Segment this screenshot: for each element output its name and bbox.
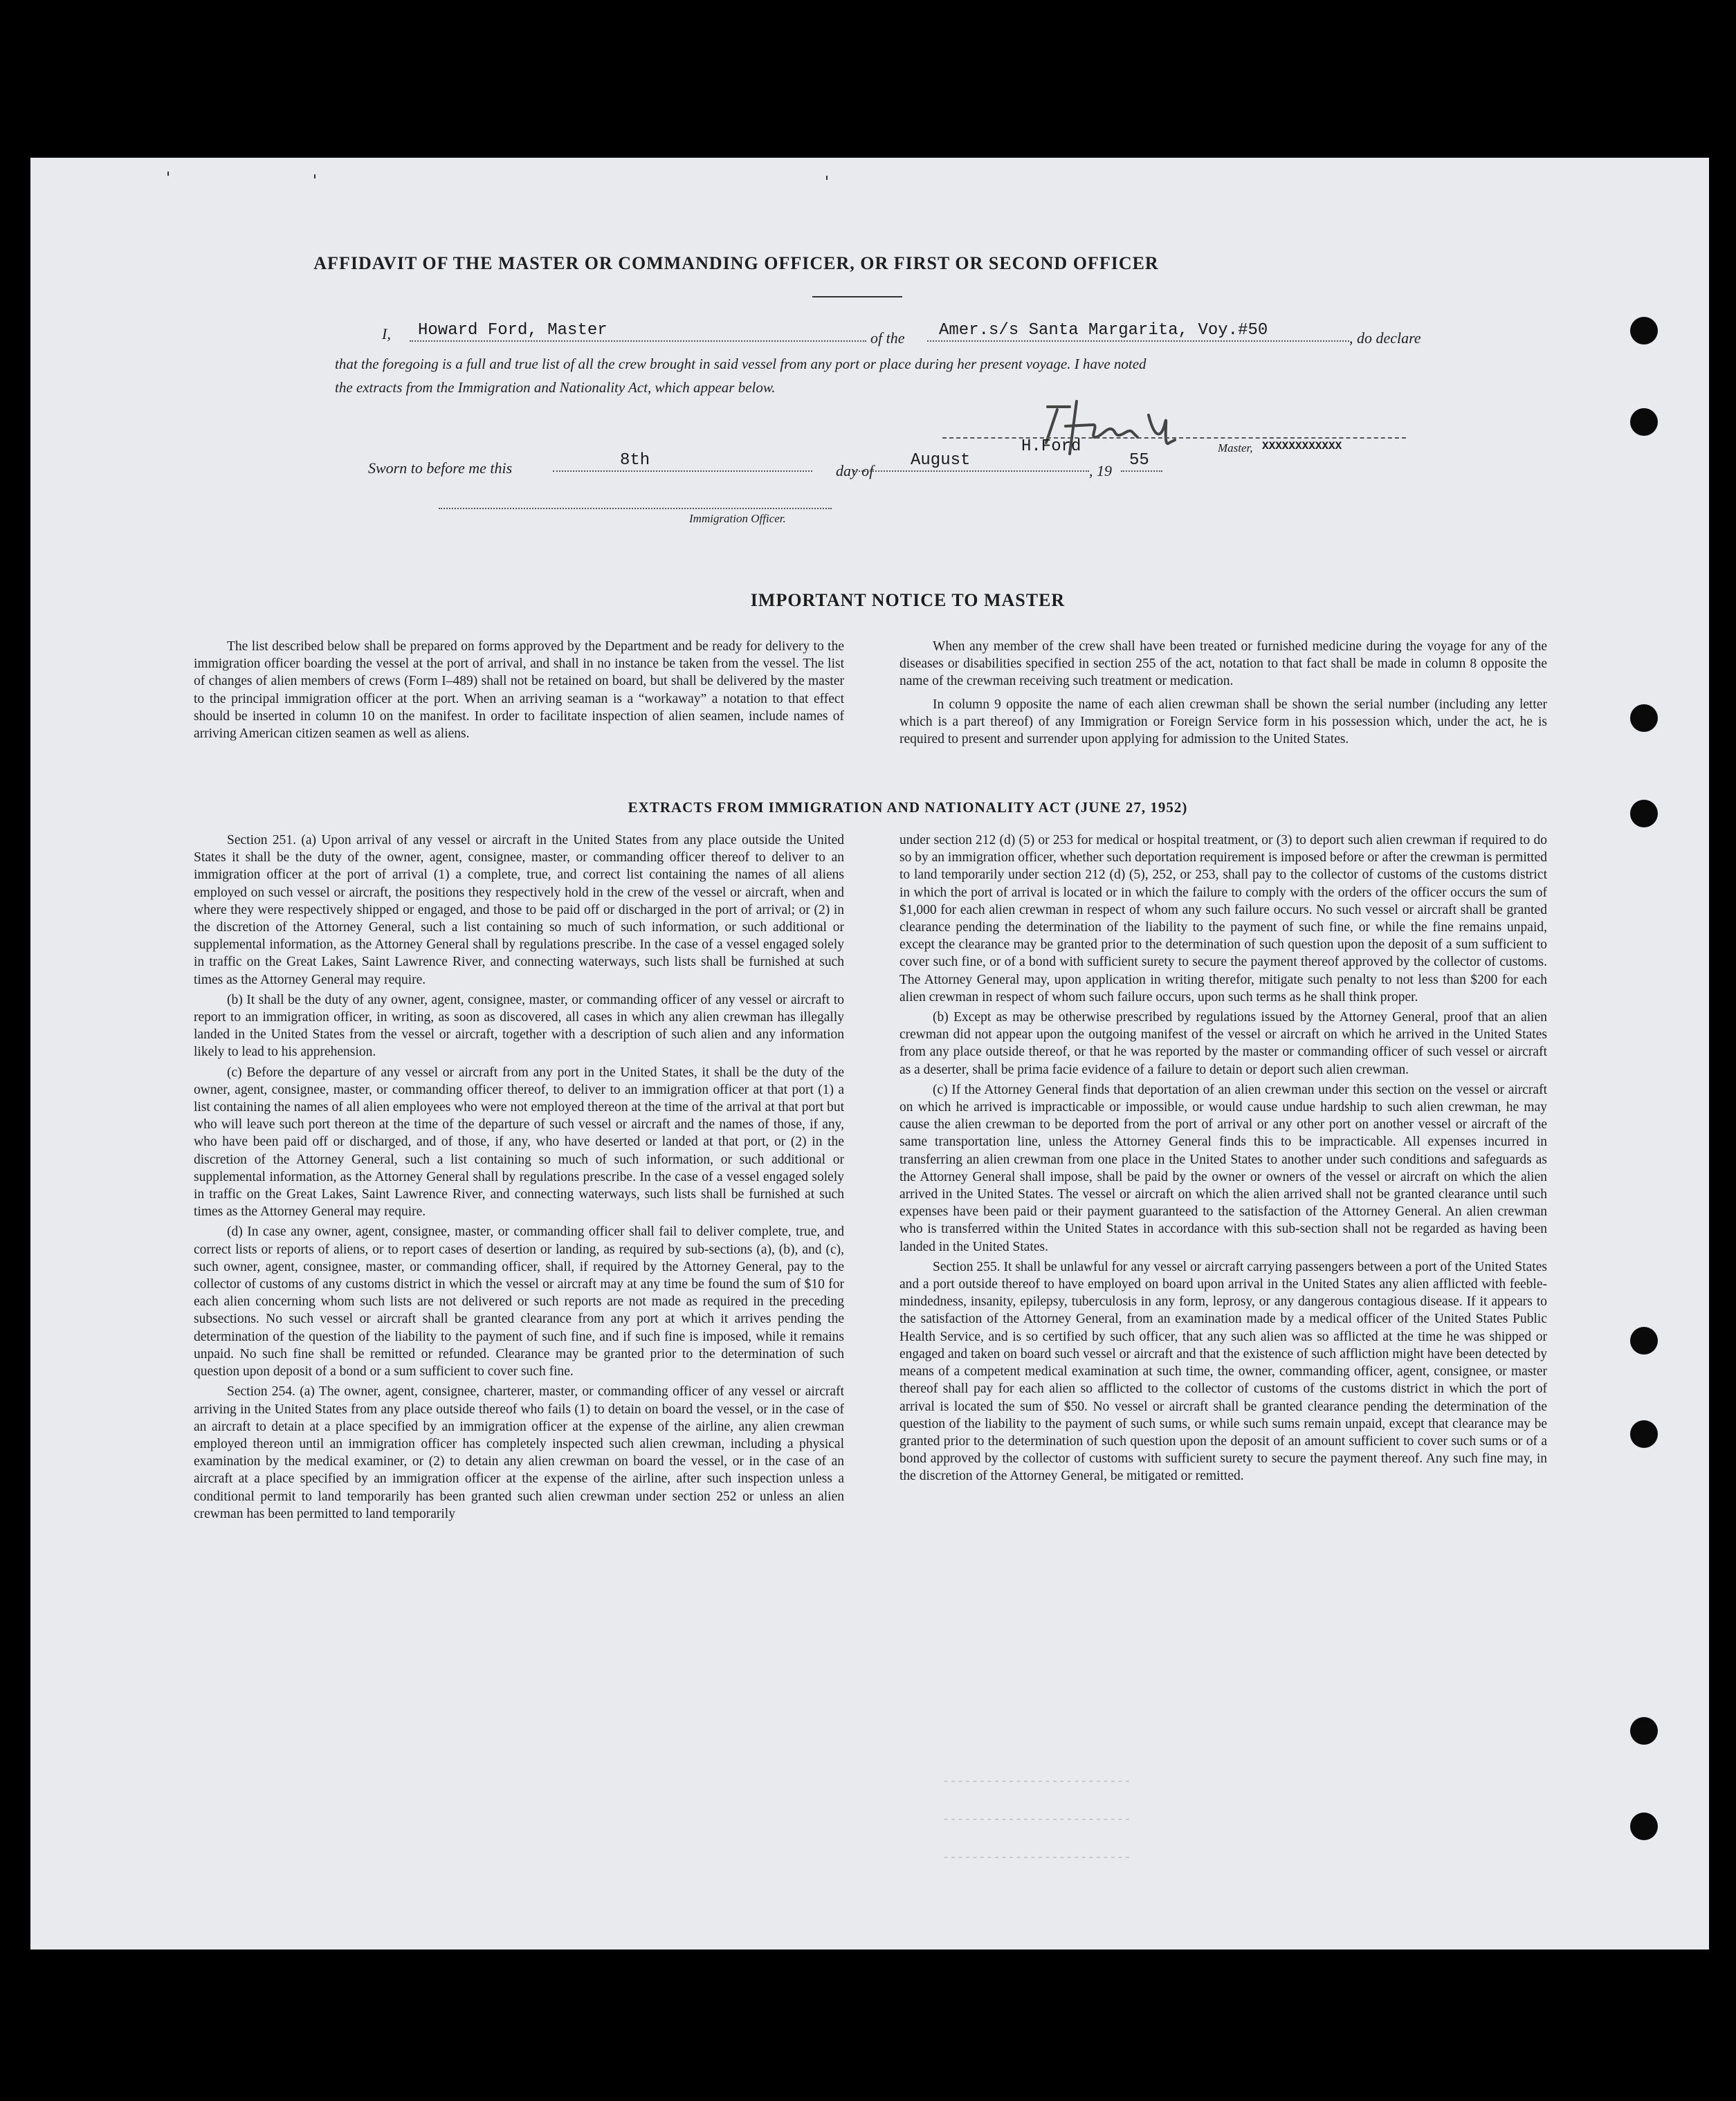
year-field-line xyxy=(1121,470,1162,472)
punch-hole xyxy=(1630,1420,1658,1448)
notice-right-paragraph-1: When any member of the crew shall have been treated or furnished medicine during the voyage for any of the diseases or disabilities specified in section 255 of the act, notation to that fact shall be made in column 8 opposite the name of the crewman receiving such treatment or medication. xyxy=(899,639,1547,689)
bleed-through-mark: - - - - - - - - - - - - - - - - - - - - - - - - - - xyxy=(944,1849,1130,1863)
year-value: 55 xyxy=(1129,451,1149,470)
scan-mark xyxy=(826,176,828,180)
punch-hole xyxy=(1630,800,1658,827)
section-255: Section 255. It shall be unlawful for any vessel or aircraft carrying passengers between a port of the United States and a port outside thereof to have employed on board upon arrival in the United States any alien afflicted with feeble-mindedness, insanity, epilepsy, tuberculosis in any form, leprosy, or any dangerous contagious disease. If it appears to the satisfaction of the Attorney General, from an examination made by a medical officer of the United States Public Health Service, and is so certified by such officer, that any such alien was so afflicted at the time he was shipped or engaged and taken on board such vessel or aircraft and that the existence of such affliction might have been detected by means of a competent medical examination at such time, the owner, commanding officer, agent, consignee, or master thereof shall pay for each alien so afflicted to the collector of customs of the customs district in which the port of arrival is located the sum of $50. No vessel or aircraft shall be granted clearance pending the determination of the question of the liability to the payment of such sums, or while such sums remain unpaid, except that clearance may be granted prior to the determination of such question upon the deposit of an amount sufficient to cover such sums or of a bond approved by the collector of customs with sufficient surety to secure the payment thereof. Any such fine may, in the discretion of the Attorney General, be mitigated or remitted. xyxy=(899,1259,1547,1484)
section-251-b: (b) It shall be the duty of any owner, agent, consignee, master, or commanding officer of any vessel or aircraft to report to an immigration officer, in writing, as soon as discovered, all cases in which any alien crewman has illegally landed in the United States from the vessel or aircraft, together with a description of such alien and any information likely to lead to his apprehension. xyxy=(194,992,844,1060)
day-of-label: day of xyxy=(836,462,874,479)
section-254-a-continued: under section 212 (d) (5) or 253 for medical or hospital treatment, or (3) to deport such alien crewman if required to do so by an immigration officer, whether such deportation requirement is imposed before or after the crewman is permitted to land temporarily under section 212 (d) (5), 252, or 253, shall pay to the collector of customs of the customs district in which the port of arrival is located or in which the failure to comply with the orders of the officer occurs the sum of $1,000 for each alien crewman in respect of whom any such failure occurs. No such vessel or aircraft shall be granted clearance pending the determination of the liability to the payment of such fine, or while the fine remains unpaid, except the clearance may be granted prior to the determination of such question upon the deposit of a sum sufficient to cover such fine, or of a bond with sufficient surety to secure the payment thereof approved by the collector of customs. The Attorney General may, upon application in writing therefor, mitigate such penalty to not less than $200 for each alien crewman in respect of whom such failure occurs, upon such terms as he shall think proper. xyxy=(899,833,1547,1004)
vessel-value: Amer.s/s Santa Margarita, Voy.#50 xyxy=(939,321,1268,340)
of-the-label: of the xyxy=(870,329,905,347)
scan-mark xyxy=(314,174,316,178)
punch-hole xyxy=(1630,317,1658,345)
punch-hole xyxy=(1630,704,1658,732)
punch-hole xyxy=(1630,408,1658,436)
section-254-a: Section 254. (a) The owner, agent, consignee, charterer, master, or commanding officer of any vessel or aircraft arriving in the United States from any place outside thereof who fails (1) to detain on board the vessel, or in the case of an aircraft to detain at a place specified by an immigration officer at the expense of the airline, any alien crewman employed thereon until an immigration officer has completely inspected such alien crewman, including a physical examination by the medical examiner, or (2) to detain any alien crewman on board the vessel, or in the case of an aircraft at a place specified by an immigration officer at the expense of the airline, after such inspection unless a conditional permit to land temporarily has been granted such alien crewman under section 252 or unless an alien crewman has been permitted to land temporarily xyxy=(194,1384,844,1521)
affidavit-title: AFFIDAVIT OF THE MASTER OR COMMANDING OFFICER, OR FIRST OR SECOND OFFICER xyxy=(313,253,1159,273)
declaration-text-line-1: that the foregoing is a full and true list of all the crew brought in said vessel from any port or place during her present voyage. I have noted xyxy=(335,356,1146,372)
scan-mark xyxy=(167,172,169,176)
month-field-line xyxy=(854,470,1089,472)
day-field-line xyxy=(553,470,812,472)
immigration-officer-label: Immigration Officer. xyxy=(689,512,786,525)
master-name-value: Howard Ford, Master xyxy=(418,321,607,340)
section-251-d: (d) In case any owner, agent, consignee, master, or commanding officer shall fail to deliver complete, true, and correct lists or reports of aliens, or to report cases of desertion or landing, as required by sub-sections (a), (b), and (c), such owner, agent, consignee, master, or commanding officer, shall, if required by the Attorney General, pay to the collector of customs of any customs district in which the vessel or aircraft may at any time be found the sum of $10 for each alien concerning whom such lists are not delivered or such reports are not made as required in the preceding subsections. No such vessel or aircraft shall be granted clearance from any port at which it arrives pending the determination of the question of the liability to the payment of such fine, and if such fine is imposed, while it remains unpaid. No such fine shall be remitted or refunded. Clearance may be granted prior to the determination of such question upon deposit of a bond or a sum sufficient to cover such fine. xyxy=(194,1224,844,1379)
extracts-left-column xyxy=(194,832,844,1523)
extracts-title: EXTRACTS FROM IMMIGRATION AND NATIONALITY ACT (JUNE 27, 1952) xyxy=(628,799,1188,816)
notice-left-text xyxy=(194,638,844,742)
bleed-through-mark: - - - - - - - - - - - - - - - - - - - - - - - - - - xyxy=(944,1811,1130,1825)
month-value: August xyxy=(911,451,971,470)
signature-line xyxy=(942,437,1406,439)
sworn-label: Sworn to before me this xyxy=(368,459,513,477)
struck-officer-title: XXXXXXXXXXXX xyxy=(1262,440,1342,452)
notice-right-paragraph-2: In column 9 opposite the name of each alien crewman shall be shown the serial number (including any letter which is a part thereof) of any Immigration or Foreign Service form in his possession which, under the act, he is required to present and surrender upon applying for admission to the United States. xyxy=(899,697,1547,747)
document-page xyxy=(30,158,1709,1949)
section-251-a: Section 251. (a) Upon arrival of any vessel or aircraft in the United States from any place outside the United States it shall be the duty of the owner, agent, consignee, master, or commanding officer thereof to deliver to an immigration officer at the port of arrival (1) a complete, true, and correct list containing the names of all aliens employed on such vessel or aircraft, the positions they respectively hold in the crew of the vessel or aircraft, when and where they were respectively shipped or engaged, and those to be paid off or discharged in the port of arrival; or (2) in the discretion of the Attorney General, such a list containing so much of such information, or such additional or supplemental information, as the Attorney General shall by regulations prescribe. In the case of a vessel engaged solely in traffic on the Great Lakes, Saint Lawrence River, and connecting waterways, such lists shall be furnished at such times as the Attorney General may require. xyxy=(194,833,844,987)
day-value: 8th xyxy=(620,451,650,470)
section-254-b: (b) Except as may be otherwise prescribed by regulations issued by the Attorney General, proof that an alien crewman did not appear upon the outgoing manifest of the vessel or aircraft on which he arrived in the United States from any place outside thereof, or that he was reported by the master or commanding officer of such vessel or aircraft as a deserter, shall be prima facie evidence of a failure to detain or deport such alien crewman. xyxy=(899,1010,1547,1077)
do-declare-label: , do declare xyxy=(1349,329,1421,347)
i-label: I, xyxy=(382,325,391,342)
notice-title: IMPORTANT NOTICE TO MASTER xyxy=(750,590,1066,610)
century-label: , 19 xyxy=(1089,462,1112,479)
section-251-c: (c) Before the departure of any vessel or aircraft from any port in the United States, it shall be the duty of the owner, agent, consignee, master, or commanding officer thereof, to deliver to an immigration officer at that port (1) a list containing the names of all alien employees who were not employed thereon at the time of the arrival at that port but who will leave such port thereon at the time of the departure of such vessel or aircraft and the names of those, if any, who have been paid off or discharged, and of those, if any, who have deserted or landed at that port, or (2) in the discretion of the Attorney General, such a list containing so much of such information, or such additional or supplemental information, as the Attorney General shall by regulations prescribe. In the case of a vessel engaged solely in traffic on the Great Lakes, Saint Lawrence River, and connecting waterways, such lists shall be furnished at such times as the Attorney General may require. xyxy=(194,1065,844,1220)
extracts-right-column xyxy=(899,832,1547,1485)
master-label: Master, xyxy=(1218,441,1253,455)
name-field-line xyxy=(410,340,866,342)
punch-hole xyxy=(1630,1327,1658,1355)
punch-hole xyxy=(1630,1717,1658,1745)
title-rule xyxy=(812,296,902,297)
immigration-officer-line xyxy=(439,508,832,509)
notice-right-text xyxy=(899,638,1547,748)
punch-hole xyxy=(1630,1813,1658,1840)
signer-value: H.Ford xyxy=(1021,437,1081,456)
declaration-text-line-2: the extracts from the Immigration and Nationality Act, which appear below. xyxy=(335,379,776,396)
section-254-c: (c) If the Attorney General finds that deportation of an alien crewman under this section on the vessel or aircraft on which he arrived is impracticable or impossible, or would cause undue hardship to such alien crewman, he may cause the alien crewman to be deported from the port of arrival or any other port on another vessel or aircraft of the same transportation line, unless the Attorney General finds this to be impracticable. All expenses incurred in transferring an alien crewman from one place in the United States to another under such conditions and safeguards as the Attorney General shall impose, shall be paid by the owner or owners of the vessel or aircraft on which the alien arrived in the United States. The vessel or aircraft on which the alien arrived shall not be granted clearance until such expenses have been paid or their payment guaranteed to the satisfaction of the Attorney General. An alien crewman who is transferred within the United States in accordance with this sub-section shall not be regarded as having been landed in the United States. xyxy=(899,1082,1547,1254)
vessel-field-line xyxy=(927,340,1349,342)
notice-left-paragraph: The list described below shall be prepared on forms approved by the Department and be ready for delivery to the immigration officer boarding the vessel at the port of arrival, and shall in no instance be taken from the vessel. The list of changes of alien members of crews (Form I–489) shall not be retained on board, but shall be delivered by the master to the principal immigration officer at the port. When an arriving seaman is a “workaway” a notation to that effect should be inserted in column 10 on the manifest. In order to facilitate inspection of alien seamen, include names of arriving American citizen seamen as well as aliens. xyxy=(194,639,844,742)
bleed-through-mark: - - - - - - - - - - - - - - - - - - - - - - - - - - xyxy=(944,1773,1130,1787)
